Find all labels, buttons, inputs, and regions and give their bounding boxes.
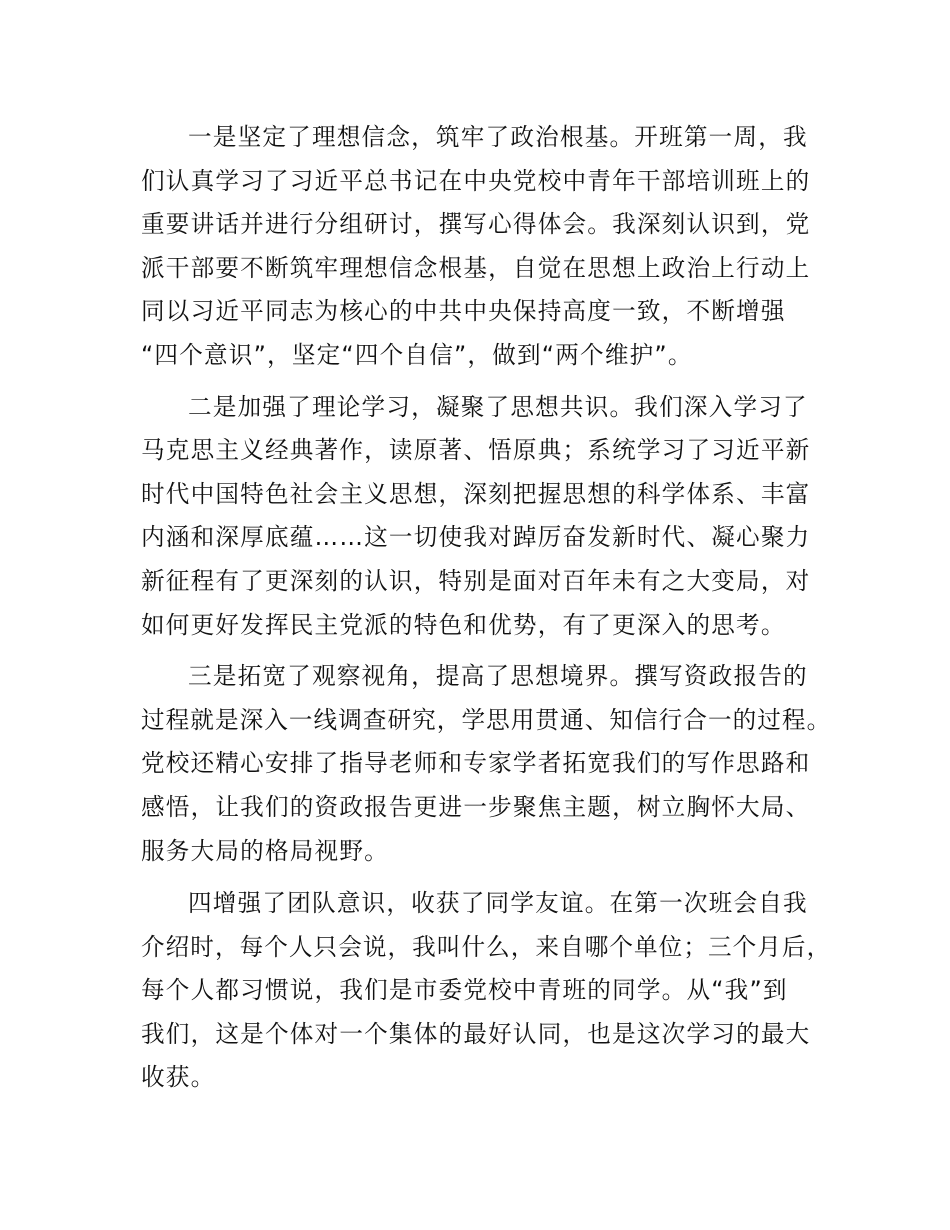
text-line: 派干部要不断筑牢理想信念根基，自觉在思想上政治上行动上 (141, 253, 811, 282)
text-line: 四增强了团队意识，收获了同学友谊。在第一次班会自我 (188, 889, 808, 918)
text-line: 三是拓宽了观察视角，提高了思想境界。撰写资政报告的 (188, 662, 808, 691)
text-line: 时代中国特色社会主义思想，深刻把握思想的科学体系、丰富 (141, 479, 811, 508)
text-line: 马克思主义经典著作，读原著、悟原典；系统学习了习近平新 (141, 436, 811, 465)
text-line: 新征程有了更深刻的认识，特别是面对百年未有之大变局，对 (141, 566, 811, 595)
paragraph-theory-study (141, 386, 831, 648)
text-line: 同以习近平同志为核心的中共中央保持高度一致，不断增强 (141, 297, 786, 326)
paragraph-teamwork (141, 882, 831, 1100)
text-line: 我们，这是个体对一个集体的最好认同，也是这次学习的最大 (141, 1019, 811, 1048)
text-line: 一是坚定了理想信念，筑牢了政治根基。开班第一周，我 (188, 123, 808, 151)
text-line: 服务大局的格局视野。 (141, 836, 389, 865)
text-line: 内涵和深厚底蕴……这一切使我对踔厉奋发新时代、凝心聚力 (141, 523, 811, 552)
text-line: 如何更好发挥民主党派的特色和优势，有了更深入的思考。 (141, 610, 786, 639)
text-line: 二是加强了理论学习，凝聚了思想共识。我们深入学习了 (188, 392, 808, 421)
text-line: “四个意识”，坚定“四个自信”，做到“两个维护”。 (141, 340, 693, 369)
text-line: 重要讲话并进行分组研讨，撰写心得体会。我深刻认识到，党 (141, 210, 811, 239)
text-line: 过程就是深入一线调查研究，学思用贯通、知信行合一的过程。 (141, 705, 832, 734)
paragraph-perspective (141, 655, 831, 873)
text-line: 感悟，让我们的资政报告更进一步聚焦主题，树立胸怀大局、 (141, 792, 811, 821)
text-line: 党校还精心安排了指导老师和专家学者拓宽我们的写作思路和 (141, 749, 811, 778)
text-line: 们认真学习了习近平总书记在中央党校中青年干部培训班上的 (141, 166, 811, 195)
paragraph-ideals-faith (141, 116, 831, 378)
text-line: 收获。 (141, 1063, 216, 1092)
text-line: 介绍时，每个人只会说，我叫什么，来自哪个单位；三个月后， (141, 932, 832, 961)
document-body (141, 116, 831, 1101)
text-line: 每个人都习惯说，我们是市委党校中青班的同学。从“我”到 (141, 976, 788, 1005)
